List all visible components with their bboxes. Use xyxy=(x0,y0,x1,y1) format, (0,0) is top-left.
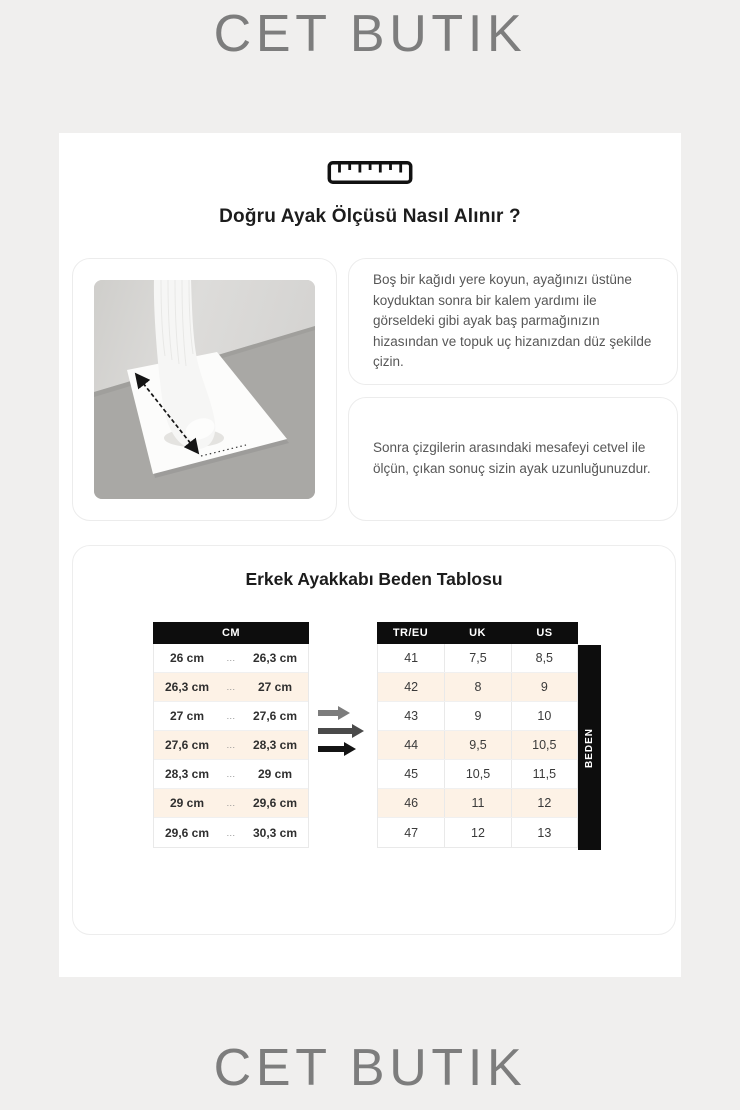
instruction-box-2 xyxy=(348,397,678,521)
cm-table-header: CM xyxy=(153,622,309,644)
foot-photo-card xyxy=(72,258,337,521)
cm-range-separator: ... xyxy=(226,827,236,838)
cm-table-body xyxy=(153,644,309,848)
intl-size-value: 47 xyxy=(404,825,419,840)
content-sheet xyxy=(59,133,681,977)
cm-range-value: 27,6 cm xyxy=(164,738,210,752)
intl-size-value: 11 xyxy=(444,789,510,817)
intl-table-header-cell: TR/EU xyxy=(392,627,429,639)
cm-range-value: 26 cm xyxy=(169,651,205,665)
intl-table-row xyxy=(378,731,577,760)
measure-title: Doğru Ayak Ölçüsü Nasıl Alınır ? xyxy=(219,206,521,227)
cm-range-separator: ... xyxy=(226,740,236,750)
intl-size-value: 42 xyxy=(404,680,419,694)
intl-size-table xyxy=(377,622,578,848)
cm-range-value: 28,3 cm xyxy=(252,738,298,752)
size-table-title: Erkek Ayakkabı Beden Tablosu xyxy=(245,569,503,589)
intl-size-value: 46 xyxy=(404,796,419,810)
intl-size-value: 7,5 xyxy=(444,644,510,672)
intl-size-value: 10 xyxy=(511,702,577,730)
ruler-icon xyxy=(328,161,413,184)
intl-size-value: 11,5 xyxy=(511,760,577,788)
cm-table-row xyxy=(154,818,308,847)
foot-measurement-illustration xyxy=(94,280,315,499)
cm-table xyxy=(153,622,309,848)
cm-range-value: 29,6 cm xyxy=(164,825,210,840)
intl-table-row xyxy=(378,702,577,731)
cm-range-value: 26,3 cm xyxy=(164,680,210,694)
intl-table-header-cell: UK xyxy=(469,627,486,639)
cm-table-row xyxy=(154,644,308,673)
intl-table-header-cell: US xyxy=(536,627,553,639)
cm-range-value: 28,3 cm xyxy=(164,767,210,781)
cm-range-value: 29 cm xyxy=(257,767,293,781)
intl-size-value: 9,5 xyxy=(444,731,510,759)
intl-table-body xyxy=(377,644,578,848)
intl-size-value: 10,5 xyxy=(444,760,510,788)
cm-range-value: 27 cm xyxy=(257,680,293,694)
brand-footer: CET BUTIK xyxy=(213,1039,527,1097)
intl-size-value: 43 xyxy=(404,709,419,723)
cm-table-row xyxy=(154,673,308,702)
cm-range-separator: ... xyxy=(226,682,236,692)
intl-size-value: 41 xyxy=(404,651,419,665)
beden-side-label: BEDEN xyxy=(578,645,601,850)
size-table-card xyxy=(72,545,676,935)
intl-size-value: 12 xyxy=(511,789,577,817)
cm-table-row xyxy=(154,702,308,731)
intl-table-row xyxy=(378,818,577,847)
intl-size-value: 12 xyxy=(444,818,510,847)
transfer-arrows-icon xyxy=(316,704,366,758)
intl-size-value: 8,5 xyxy=(511,644,577,672)
intl-size-value: 13 xyxy=(511,818,577,847)
cm-range-value: 26,3 cm xyxy=(252,651,298,665)
cm-range-separator: ... xyxy=(226,798,236,808)
intl-size-value: 8 xyxy=(444,673,510,701)
intl-table-row xyxy=(378,789,577,818)
instruction-text-1: Boş bir kağıdı yere koyun, ayağınızı üstüne koyduktan sonra bir kalem yardımı ile görseldeki gibi ayak baş parmağınızın hizasından ve topuk uç hizanızdan düz şekilde çizin. xyxy=(373,272,652,370)
cm-range-separator: ... xyxy=(226,711,236,721)
cm-table-row xyxy=(154,789,308,818)
intl-size-value: 9 xyxy=(511,673,577,701)
intl-table-row xyxy=(378,644,577,673)
intl-size-value: 10,5 xyxy=(511,731,577,759)
instruction-text-2: Sonra çizgilerin arasındaki mesafeyi cetvel ile ölçün, çıkan sonuç sizin ayak uzunluğunuzdur. xyxy=(373,440,651,476)
brand-header: CET BUTIK xyxy=(213,5,527,63)
cm-range-separator: ... xyxy=(226,769,236,779)
intl-size-value: 45 xyxy=(404,767,419,781)
intl-size-value: 44 xyxy=(404,738,419,752)
intl-table-row xyxy=(378,760,577,789)
cm-range-value: 29,6 cm xyxy=(252,796,298,810)
intl-table-header xyxy=(377,622,578,644)
instruction-box-1 xyxy=(348,258,678,385)
cm-table-row xyxy=(154,760,308,789)
cm-range-separator: ... xyxy=(226,653,236,663)
intl-table-row xyxy=(378,673,577,702)
intl-size-value: 9 xyxy=(444,702,510,730)
cm-range-value: 27,6 cm xyxy=(252,709,298,723)
cm-range-value: 27 cm xyxy=(169,709,205,723)
cm-table-row xyxy=(154,731,308,760)
cm-range-value: 29 cm xyxy=(169,796,205,810)
cm-range-value: 30,3 cm xyxy=(252,825,298,840)
